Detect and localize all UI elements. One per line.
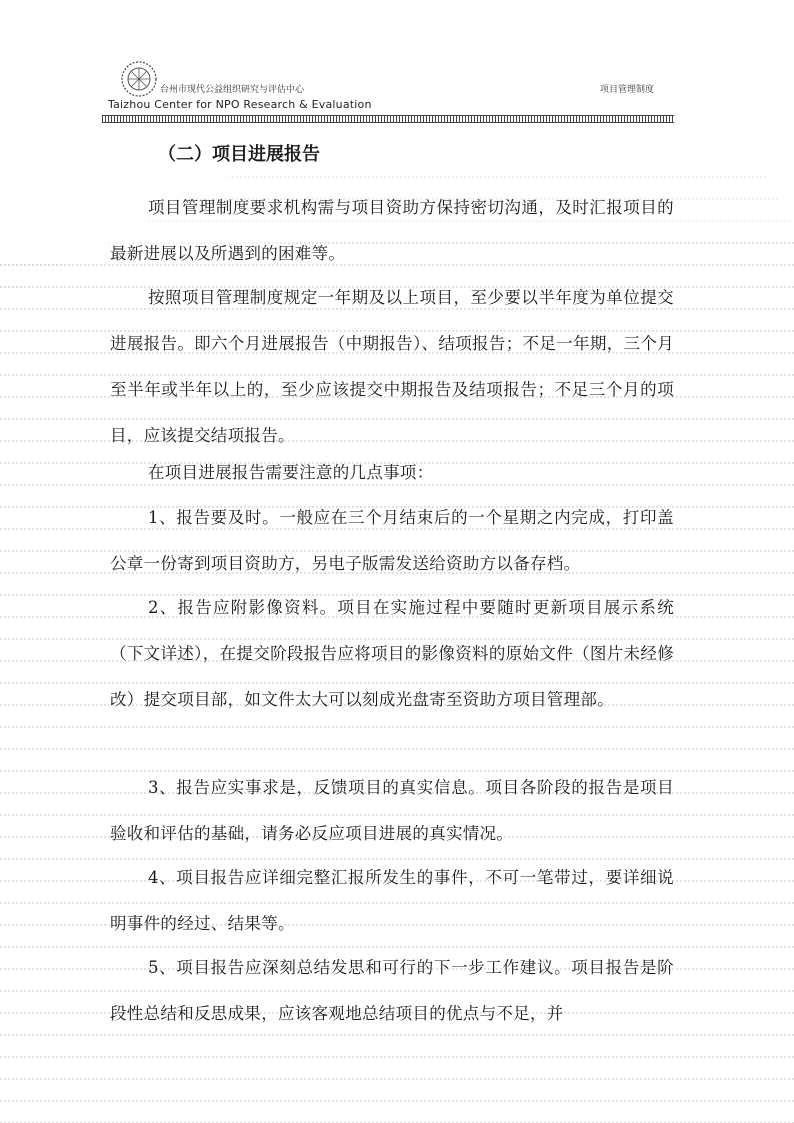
section-title: （二）项目进展报告 <box>158 144 320 165</box>
org-name-en: Taizhou Center for NPO Research & Evaluation <box>108 98 372 111</box>
list-item-completeness: 4、项目报告应详细完整汇报所发生的事件，不可一笔带过，要详细说明事件的经过、结果等。 <box>110 868 674 933</box>
paragraph-notes-intro: 在项目进展报告需要注意的几点事项： <box>147 463 434 482</box>
list-item-media: 2、报告应附影像资料。项目在实施过程中要随时更新项目展示系统（下文详述），在提交阶段报告应将项目的影像资料的原始文件（图片未经修改）提交项目部，如文件太大可以刻成光盘寄至资助方项目管理部。 <box>110 598 674 709</box>
list-item-reflection: 5、项目报告应深刻总结发思和可行的下一步工作建议。项目报告是阶段性总结和反思成果，应该客观地总结项目的优点与不足，并 <box>110 958 674 1023</box>
paragraph-report-schedule: 按照项目管理制度规定一年期及以上项目，至少要以半年度为单位提交进展报告。即六个月进展报告（中期报告）、结项报告；不足一年期，三个月至半年或半年以上的，至少应该提交中期报告及结项报告；不足三个月的项目，应该提交结项报告。 <box>110 288 674 445</box>
list-item-truthfulness: 3、报告应实事求是，反馈项目的真实信息。项目各阶段的报告是项目验收和评估的基础，请务必反应项目进展的真实情况。 <box>110 778 674 843</box>
logo-icon <box>120 60 158 98</box>
list-item-timeliness: 1、报告要及时。一般应在三个月结束后的一个星期之内完成，打印盖公章一份寄到项目资助方，另电子版需发送给资助方以备存档。 <box>110 508 674 573</box>
page-header <box>100 60 676 122</box>
doc-section-label: 项目管理制度 <box>599 85 654 95</box>
org-name-cn: 台州市现代公益组织研究与评估中心 <box>160 85 305 95</box>
header-rule <box>102 115 674 123</box>
paragraph-communication: 项目管理制度要求机构需与项目资助方保持密切沟通，及时汇报项目的最新进展以及所遇到的困难等。 <box>110 198 674 263</box>
